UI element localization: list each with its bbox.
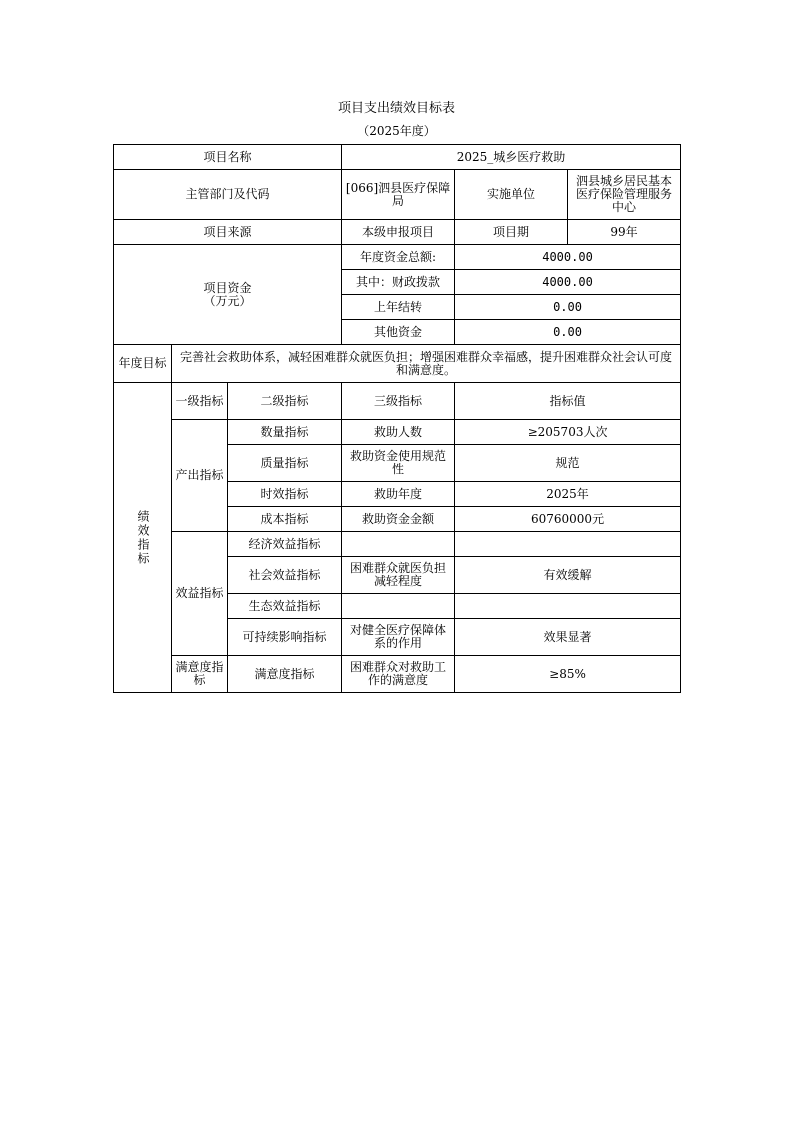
level3-cell: 救助资金金额	[342, 507, 455, 532]
table-year: （2025年度）	[357, 124, 436, 138]
fiscal-funds-label: 其中：财政拨款	[342, 270, 455, 295]
level2-cell: 满意度指标	[228, 656, 342, 693]
level2-cell: 社会效益指标	[228, 557, 342, 594]
level3-cell: 救助资金使用规范性	[342, 445, 455, 482]
header-level3: 三级指标	[342, 383, 455, 420]
total-funds-value: 4000.00	[455, 245, 681, 270]
project-name-label: 项目名称	[114, 145, 342, 170]
indicator-value-cell: 2025年	[455, 482, 681, 507]
fiscal-funds-value: 4000.00	[455, 270, 681, 295]
level2-cell: 生态效益指标	[228, 594, 342, 619]
table-title: 项目支出绩效目标表	[337, 101, 455, 116]
satisfaction-indicators-label: 满意度指标	[172, 656, 228, 693]
indicator-value-cell: 规范	[455, 445, 681, 482]
implementing-unit-value: 泗县城乡居民基本医疗保险管理服务中心	[568, 170, 681, 220]
indicator-value-cell	[455, 532, 681, 557]
indicator-value-cell: ≥205703人次	[455, 420, 681, 445]
indicator-value-cell: 有效缓解	[455, 557, 681, 594]
level2-cell: 经济效益指标	[228, 532, 342, 557]
carryover-funds-value: 0.00	[455, 295, 681, 320]
level3-cell: 对健全医疗保障体系的作用	[342, 619, 455, 656]
total-funds-label: 年度资金总额:	[342, 245, 455, 270]
level2-cell: 可持续影响指标	[228, 619, 342, 656]
indicator-value-cell	[455, 594, 681, 619]
level2-cell: 时效指标	[228, 482, 342, 507]
project-funds-label: 项目资金 （万元）	[114, 245, 342, 345]
project-source-value: 本级申报项目	[342, 220, 455, 245]
project-source-label: 项目来源	[114, 220, 342, 245]
level3-cell	[342, 532, 455, 557]
department-value: [066]泗县医疗保障局	[342, 170, 455, 220]
annual-goal-text: 完善社会救助体系，减轻困难群众就医负担；增强困难群众幸福感，提升困难群众社会认可度和满意度。	[172, 345, 681, 383]
implementing-unit-label: 实施单位	[455, 170, 568, 220]
performance-target-table	[113, 144, 681, 693]
level3-cell: 困难群众对救助工作的满意度	[342, 656, 455, 693]
department-label: 主管部门及代码	[114, 170, 342, 220]
level3-cell: 困难群众就医负担减轻程度	[342, 557, 455, 594]
project-name-value: 2025_城乡医疗救助	[342, 145, 681, 170]
level3-cell: 救助人数	[342, 420, 455, 445]
performance-indicators-label: 绩效指标	[114, 383, 172, 693]
project-period-value: 99年	[568, 220, 681, 245]
other-funds-value: 0.00	[455, 320, 681, 345]
carryover-funds-label: 上年结转	[342, 295, 455, 320]
level2-cell: 质量指标	[228, 445, 342, 482]
indicator-value-cell: ≥85%	[455, 656, 681, 693]
indicator-value-cell: 60760000元	[455, 507, 681, 532]
level3-cell	[342, 594, 455, 619]
annual-goal-label: 年度目标	[114, 345, 172, 383]
output-indicators-label: 产出指标	[172, 420, 228, 532]
level2-cell: 数量指标	[228, 420, 342, 445]
level3-cell: 救助年度	[342, 482, 455, 507]
header-level1: 一级指标	[172, 383, 228, 420]
header-value: 指标值	[455, 383, 681, 420]
header-level2: 二级指标	[228, 383, 342, 420]
benefit-indicators-label: 效益指标	[172, 532, 228, 656]
other-funds-label: 其他资金	[342, 320, 455, 345]
indicator-value-cell: 效果显著	[455, 619, 681, 656]
project-period-label: 项目期	[455, 220, 568, 245]
level2-cell: 成本指标	[228, 507, 342, 532]
